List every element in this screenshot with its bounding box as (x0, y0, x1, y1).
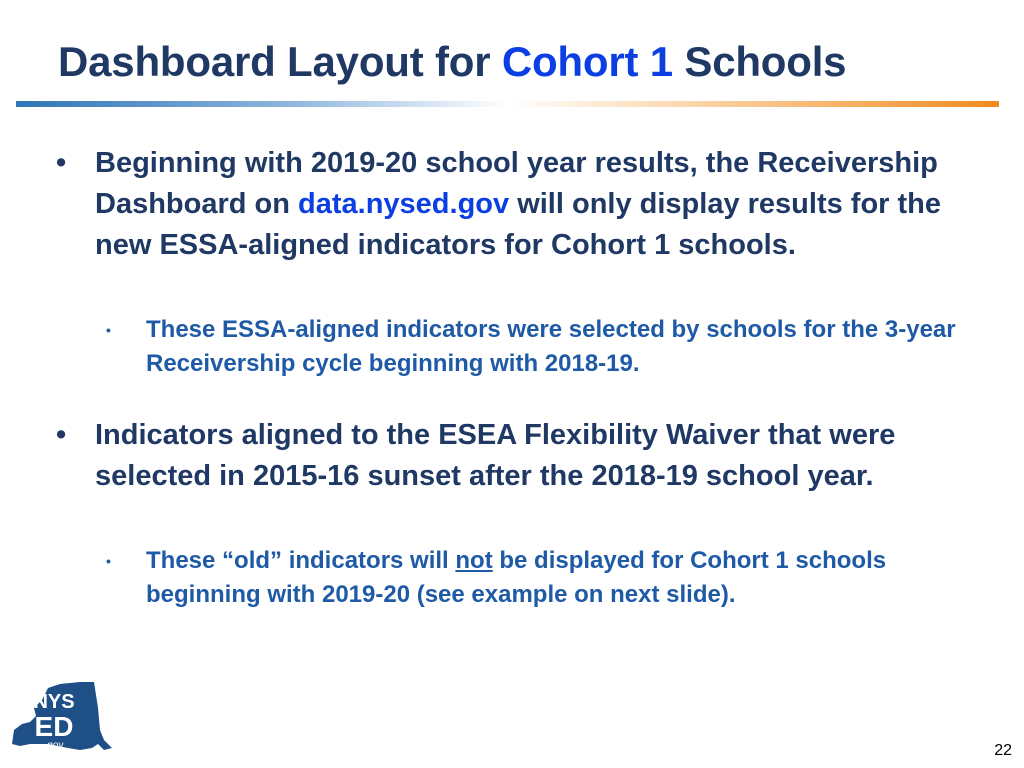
bullet-dot-icon: • (56, 147, 67, 179)
logo-gov-text: .gov (44, 740, 64, 751)
nysed-link[interactable]: data.nysed.gov (298, 188, 510, 220)
emphasis-not: not (455, 547, 493, 574)
bullet-item-2 (56, 415, 975, 497)
nysed-logo-icon (8, 678, 118, 754)
logo-ed-text: ED (34, 711, 74, 742)
sub-bullet-2-text-end: be displayed for Cohort 1 schools beginning with 2019-20 (see example on next slide). (146, 547, 887, 608)
title-accent: Cohort 1 (501, 38, 673, 85)
bullet-2-text: Indicators aligned to the ESEA Flexibility Waiver that were selected in 2015-16 sunset after the 2018-19 school year. (95, 419, 896, 492)
bullet-dot-icon: • (56, 419, 67, 451)
sub-bullet-item-1 (106, 313, 976, 381)
sub-bullet-dot-icon: • (106, 322, 111, 338)
bullet-1-text-end: will only display results for the new ESSA-aligned indicators for Cohort 1 schools. (95, 188, 942, 261)
title-text-end: Schools (672, 38, 847, 85)
sub-bullet-1-text: These ESSA-aligned indicators were selected by schools for the 3-year Receivership cycle beginning with 2018-19. (146, 316, 956, 377)
page-number: 22 (994, 742, 1012, 759)
sub-bullet-2-text: These “old” indicators will (146, 547, 456, 574)
sub-bullet-item-2 (106, 544, 976, 612)
logo-nys-text: NYS (33, 691, 75, 713)
title-divider (16, 101, 999, 107)
bullet-item-1 (56, 143, 975, 266)
title-text: Dashboard Layout for (58, 38, 502, 85)
slide-title (58, 38, 846, 86)
sub-bullet-dot-icon: • (106, 553, 111, 569)
bullet-1-text: Beginning with 2019-20 school year results, the Receivership Dashboard on (95, 147, 938, 220)
